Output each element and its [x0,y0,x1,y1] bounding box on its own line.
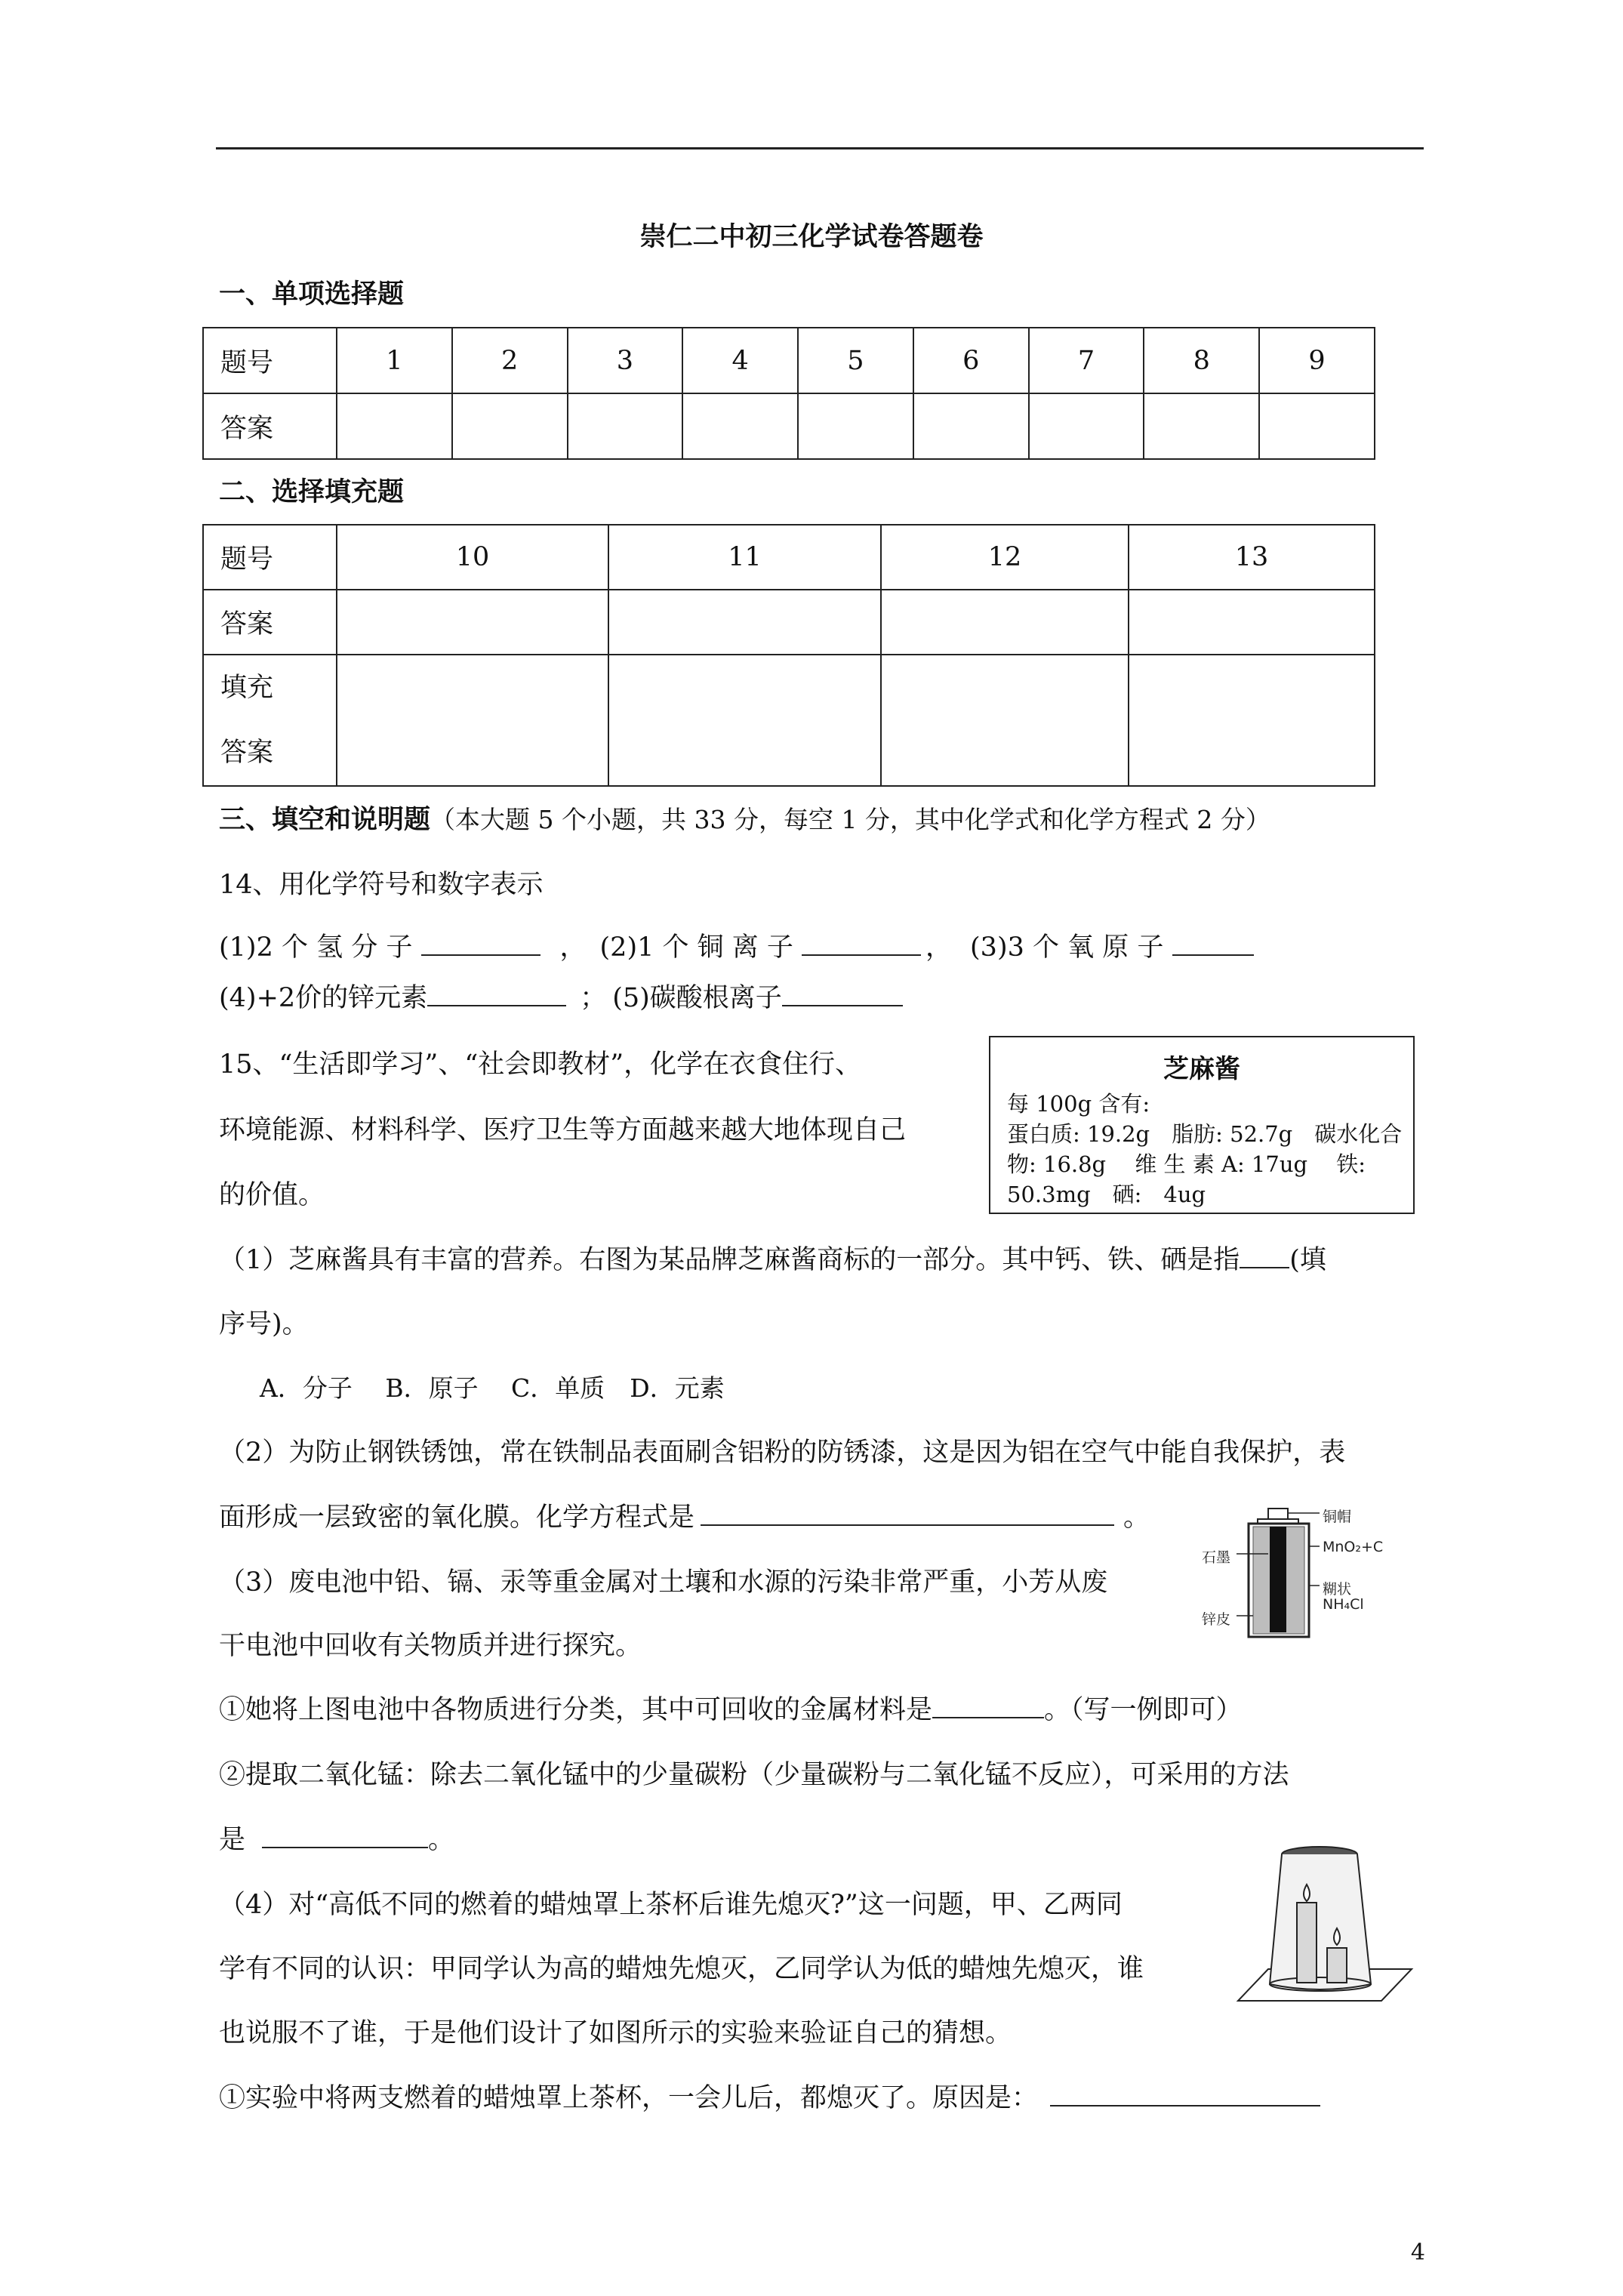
q14-part3: (3)3 个 氧 原 子 [970,932,1164,963]
q15-sub4-line3: 也说服不了谁，于是他们设计了如图所示的实验来验证自己的猜想。 [219,2018,1012,2048]
answer-cell[interactable] [1029,393,1144,459]
battery-label-graphite: 石墨 [1202,1549,1231,1566]
q14-part1: (1)2 个 氢 分 子 [219,932,413,963]
q15-intro-line2: 环境能源、材料科学、医疗卫生等方面越来越大地体现自己 [219,1115,907,1145]
question-number: 3 [568,328,683,393]
q15-sub3-q2-blank[interactable] [262,1847,428,1848]
q14-line1 [219,932,1254,963]
nutrition-label-line: 每 100g 含有: [1007,1091,1150,1117]
q15-sub1-line1 [219,1247,1326,1274]
battery-label-zinc: 锌皮 [1202,1611,1231,1628]
q14-line2 [219,985,903,1012]
row-label-answer: 答案 [220,738,274,768]
q15-sub1-blank[interactable] [1240,1267,1289,1268]
choice-fill-table [202,524,1375,787]
section1-heading: 一、单项选择题 [219,279,405,310]
q15-sub2-text: 面形成一层致密的氧化膜。化学方程式是 [219,1502,695,1533]
question-number: 5 [798,328,913,393]
nutrition-label [989,1036,1415,1214]
section3-heading: 三、填空和说明题 [219,804,431,835]
q14-part2: (2)1 个 铜 离 子 [599,932,793,963]
question-number: 6 [913,328,1029,393]
q15-sub3-q1-blank[interactable] [932,1717,1044,1718]
q15-sub3-q2-line2 [219,1827,454,1854]
q14-blank1[interactable] [421,954,540,956]
page-number: 4 [1410,2239,1425,2266]
q14-sep2: ， [925,932,953,963]
question-number: 9 [1259,328,1375,393]
q15-sub2-blank[interactable] [701,1524,1114,1526]
question-number: 8 [1144,328,1259,393]
answer-cell[interactable] [452,393,568,459]
q15-sub3-q2-end: 。 [428,1825,455,1855]
q15-sub4-q1-blank[interactable] [1050,2105,1320,2106]
q15-sub2-end: 。 [1123,1502,1150,1533]
answer-cell[interactable] [568,393,683,459]
q15-sub3-line1: （3）废电池中铅、镉、汞等重金属对土壤和水源的污染非常严重，小芳从废 [219,1567,1108,1598]
q14-sep4: ； [580,983,607,1013]
battery-label-mno2: MnO₂+C [1323,1539,1384,1555]
q15-sub2-line1: （2）为防止钢铁锈蚀，常在铁制品表面刷含铝粉的防锈漆，这是因为铝在空气中能自我保护，表 [219,1438,1346,1468]
q15-sub4-q1-text: ①实验中将两支燃着的蜡烛罩上茶杯，一会儿后，都熄灭了。原因是： [219,2083,1039,2113]
q14-blank5[interactable] [782,1005,903,1006]
battery-label-copper-cap: 铜帽 [1323,1509,1352,1525]
candle-cup-diagram [1230,1835,1419,2008]
question-number: 7 [1029,328,1144,393]
answer-cell[interactable] [798,393,913,459]
q15-sub4-line2: 学有不同的认识：甲同学认为高的蜡烛先熄灭，乙同学认为低的蜡烛先熄灭，谁 [219,1954,1144,1984]
nutrition-label-line: 50.3mg 硒: 4ug [1007,1182,1206,1207]
q15-sub3-q1 [219,1697,1243,1724]
answer-cell[interactable] [1259,393,1375,459]
q14-blank3[interactable] [1172,954,1254,956]
row-label-number: 题号 [203,328,337,393]
q15-intro-line3: 的价值。 [219,1180,325,1210]
row-label-answer: 答案 [203,393,337,459]
section2-heading: 二、选择填充题 [219,476,405,507]
nutrition-label-line: 蛋白质: 19.2g 脂肪: 52.7g 碳水化合 [1007,1121,1403,1147]
nutrition-label-title: 芝麻酱 [1163,1054,1240,1084]
section3-heading-line [219,806,1270,834]
q15-sub1-line2: 序号)。 [219,1309,309,1339]
row-label-answer: 答案 [203,590,337,655]
q15-sub2-line2 [219,1502,1150,1533]
q14-blank2[interactable] [802,954,921,956]
q15-sub3-q2-text: 是 [219,1825,246,1855]
fill-answer-cell[interactable] [608,655,881,786]
q15-sub1-options: A．分子 B．原子 C．单质 D．元素 [260,1373,725,1403]
section3-note: （本大题 5 个小题，共 33 分，每空 1 分，其中化学式和化学方程式 2 分） [430,805,1270,834]
q15-sub4-line1: （4）对“高低不同的燃着的蜡烛罩上茶杯后谁先熄灭?”这一问题，甲、乙两同 [219,1890,1123,1920]
q15-sub1-after: (填 [1289,1245,1326,1275]
answer-cell[interactable] [881,590,1129,655]
q15-sub4-q1 [219,2085,1320,2112]
answer-cell[interactable] [608,590,881,655]
q14-part5: (5)碳酸根离子 [612,983,782,1013]
nutrition-label-line: 物: 16.8g 维 生 素 A: 17ug 铁: [1007,1151,1366,1177]
header-rule [216,147,1424,149]
q15-sub3-q1-end: 。（写一例即可） [1044,1695,1243,1725]
answer-cell[interactable] [682,393,798,459]
question-number: 1 [337,328,452,393]
battery-label-nh4cl: NH₄Cl [1323,1596,1364,1613]
question-number: 4 [682,328,798,393]
q15-sub3-q1-text: ①她将上图电池中各物质进行分类，其中可回收的金属材料是 [219,1695,933,1725]
q15-intro-line1: 15、“生活即学习”、“社会即教材”，化学在衣食住行、 [219,1049,862,1080]
q14-part4: (4)+2价的锌元素 [219,983,428,1013]
q15-sub1-text: （1）芝麻酱具有丰富的营养。右图为某品牌芝麻酱商标的一部分。其中钙、铁、硒是指 [219,1245,1240,1275]
fill-answer-cell[interactable] [337,655,608,786]
row-label-number: 题号 [203,525,337,590]
answer-cell[interactable] [913,393,1029,459]
battery-label-paste: 糊状 [1323,1581,1352,1598]
page-title: 崇仁二中初三化学试卷答题卷 [639,221,984,252]
single-choice-table [202,327,1375,460]
answer-cell[interactable] [337,590,608,655]
fill-answer-cell[interactable] [1129,655,1375,786]
answer-cell[interactable] [1144,393,1259,459]
fill-answer-cell[interactable] [881,655,1129,786]
answer-cell[interactable] [337,393,452,459]
question-number: 12 [881,525,1129,590]
question-number: 10 [337,525,608,590]
question-number: 13 [1129,525,1375,590]
q15-sub3-line2: 干电池中回收有关物质并进行探究。 [219,1631,642,1661]
q14-sep1: ， [559,932,587,963]
q15-sub3-q2-line1: ②提取二氧化锰：除去二氧化锰中的少量碳粉（少量碳粉与二氧化锰不反应），可采用的方法 [219,1760,1289,1790]
question-number: 2 [452,328,568,393]
answer-cell[interactable] [1129,590,1375,655]
row-label-fill-answer [203,655,337,786]
question-number: 11 [608,525,881,590]
row-label-fill: 填充 [220,673,274,703]
q14-blank4[interactable] [427,1005,566,1006]
q14-stem: 14、用化学符号和数字表示 [219,870,544,900]
